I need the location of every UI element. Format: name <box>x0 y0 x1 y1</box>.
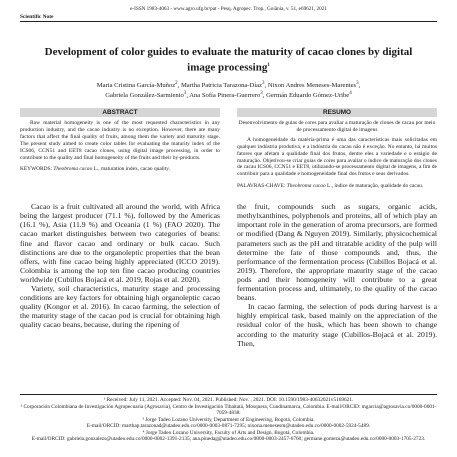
author-name: Germán Eduardo Gómez-Uribe <box>266 92 350 100</box>
resumo-column <box>237 108 437 190</box>
abstract-column <box>20 108 220 190</box>
palavras-chave-terms: L., índice de maturação, qualidade do cacau. <box>325 183 424 190</box>
section-label: Scientific Note <box>20 14 54 20</box>
body-column-right <box>237 202 437 348</box>
palavras-chave <box>237 183 437 190</box>
header-rule <box>20 21 437 22</box>
footnote-received: ¹ Received: July 11, 2021. Accepted: Nov. 04, 2021. Published: Nov. , 2021. DOI: 10.1590/1983-40632021v5169621. <box>103 397 354 403</box>
journal-citation: e-ISSN 1983-4063 - www.agro.ufg.br/pat - Pesq. Agropec. Trop., Goiânia, v. 51, e69621, 2021 <box>130 6 327 12</box>
body-column-left <box>20 202 220 348</box>
author-name: Gabriela González-Sarmiento <box>105 92 184 100</box>
footnote-affiliation-2: ² Corporación Colombiana de Investigación Agropecuaria (Agrosavia), Centro de Investigación Tibaitatá, Mosquera, Cundinamarca, Colombia. E-mail/ORCID: mgarcia@agrosavia.co/0000-0001-7059-4838. <box>20 403 437 416</box>
abstract-heading: ABSTRACT <box>20 108 220 117</box>
paper-title <box>36 46 421 75</box>
footnote-rule <box>20 394 437 395</box>
author-affiliation-mark: 3 <box>183 90 187 96</box>
author-name: Maria Cristina García-Muñoz <box>96 81 176 89</box>
keywords <box>20 166 220 173</box>
author-name: Ana Sofía Pinera-Guerrero <box>189 92 261 100</box>
footnote-emails-3: E-mail/ORCID: marthap.tarazonad@utadeo.edu.co/0000-0003-0871-7295; nixona.menesesm@utadeo.edu.co/0000-0002-5924-5489. <box>86 423 371 429</box>
title-footnote-mark: 1 <box>267 63 270 68</box>
resumo-heading: RESUMO <box>237 108 437 117</box>
paper-title-text: Development of color guides to evaluate the maturity of cacao clones by digital image processing <box>44 46 413 74</box>
resumo-text: A homogeneidade da matéria-prima é uma das características mais solicitadas em qualquer indústria produtiva, e a indústria do cacau não é exceção. No entanto, há muitos fatores que afetam a qualidade final dos frutos, dentre eles a variedade e o estágio de maturação. Objetivou-se criar guias de cores para avaliar o índice de maturação dos clones de cacau ICS06, CCN51 e EET8, utilizando-se processamento digital de imagens, a fim de contribuir para a qualidade e homogeneidade final dos frutos e seus derivados. <box>237 136 437 178</box>
body-paragraph: the fruit, compounds such as sugars, organic acids, methylxanthines, polyphenols and proteins, all of which play an important role in the generation of aroma precursors, are formed or modified (Dang & Nguyen 2019). Similarly, physicochemical parameters such as the pH and titratable acidity of the pulp will determine the fate of those compounds and, thus, the performance of the fermentation process (Cubillos Bojacá et al. 2019). Therefore, the appropriate maturity stage of the cacao pods and their homogeneity will contribute to a great fermentation process and, ultimately, to the quality of the cacao beans. <box>237 202 437 303</box>
author-affiliation-mark: 2 <box>175 80 178 86</box>
author-name: Martha Patricia Tarazona-Díaz <box>180 81 263 89</box>
keywords-species: Theobroma cacao <box>53 166 93 173</box>
author-affiliation-mark: 3 <box>262 80 265 86</box>
footnote-affiliation-4: ⁴ Jorge Tadeo Lozano University, Faculty of Arts and Design, Bogotá, Colombia. <box>142 429 315 436</box>
abstract-row <box>20 108 437 190</box>
footnote-emails-4: E-mail/ORCID: gabriela.gonzalezs@utadeo.edu.co/0000-0002-1391-2135; ana.pinedag@utadeo.edu.co/0000-0003-2457-6760; germane.gomezu@utadeo.edu.co/0000-0003-1705-2723. <box>31 436 426 442</box>
body-text <box>20 202 437 348</box>
body-paragraph: Cacao is a fruit cultivated all around the world, with Africa being the largest producer (71.1 %), followed by the Americas (16.1 %), Asia (11.9 %) and Oceania (1 %) (FAO 2020). The cacao market distinguishes between two categories of beans: fine and flavor cacao and ordinary or bulk cacao. Such distinctions are due to the organoleptic properties that the bean offers, with fine cacao being highly appreciated (ICCO 2019). Colombia is among the top ten fine cacao producing countries worldwide (Cubillos Bojacá et al. 2019, Rojas et al. 2020). <box>20 202 220 284</box>
palavras-chave-label: PALAVRAS-CHAVE: <box>237 183 286 190</box>
body-paragraph: Variety, soil characteristics, maturity stage and processing conditions are key factors for obtaining high organoleptic cacao quality (Kongor et al. 2016). In cacao farming, the selection of the maturity stage of the cacao pod is crucial for obtaining high quality cacao beans, because, during the ripening of <box>20 284 220 330</box>
author-name: Nixon Andres Meneses-Marentes <box>267 81 357 89</box>
footnotes <box>20 394 437 443</box>
author-affiliation-mark: 3 <box>356 80 359 86</box>
author-list: Maria Cristina García-Muñoz$^2$, Martha Patricia Tarazona-Díaz$^3$, Nixon Andres Meneses-Marentes$^3$, Gabriela González-Sarmiento$^3$, Ana Sofía Pinera-Guerrero$^3$, Germán Eduardo Gómez-Uribe$^4$ <box>96 80 361 100</box>
keywords-terms: L., maturation index, cacao quality. <box>92 166 170 173</box>
keywords-label: KEYWORDS: <box>20 166 53 173</box>
palavras-chave-species: Theobroma cacao <box>286 183 326 190</box>
author-affiliation-mark: 4 <box>349 90 352 96</box>
footnote-affiliation-3: ³ Jorge Tadeo Lozano University, Department of Engineering, Bogotá, Colombia. <box>142 416 315 423</box>
abstract-text: Raw material homogeneity is one of the most requested characteristics in any production industry, and the cacao industry is no exception. However, there are many factors that affect the final quality of fruits, among them the variety and maturity stage. The present study aimed to create color tables for evaluating the maturity index of the ICS06, CCN51 and EET8 cacao clones, using digital image processing, in order to contribute to the quality and final homogeneity of the fruits and their by-products. <box>20 120 220 161</box>
body-paragraph: In cacao farming, the selection of pods during harvest is a highly empirical task, based mainly on the appreciation of the residual color of the husk, which has been shown to change according to the maturity stage (Cubillos-Bojacá et al. 2019). Then, <box>237 302 437 348</box>
resumo-subtitle: Desenvolvimento de guias de cores para avaliar a maturação de clones de cacau por meio de processamento digital de imagens <box>238 120 436 133</box>
author-affiliation-mark: 3 <box>260 90 263 96</box>
